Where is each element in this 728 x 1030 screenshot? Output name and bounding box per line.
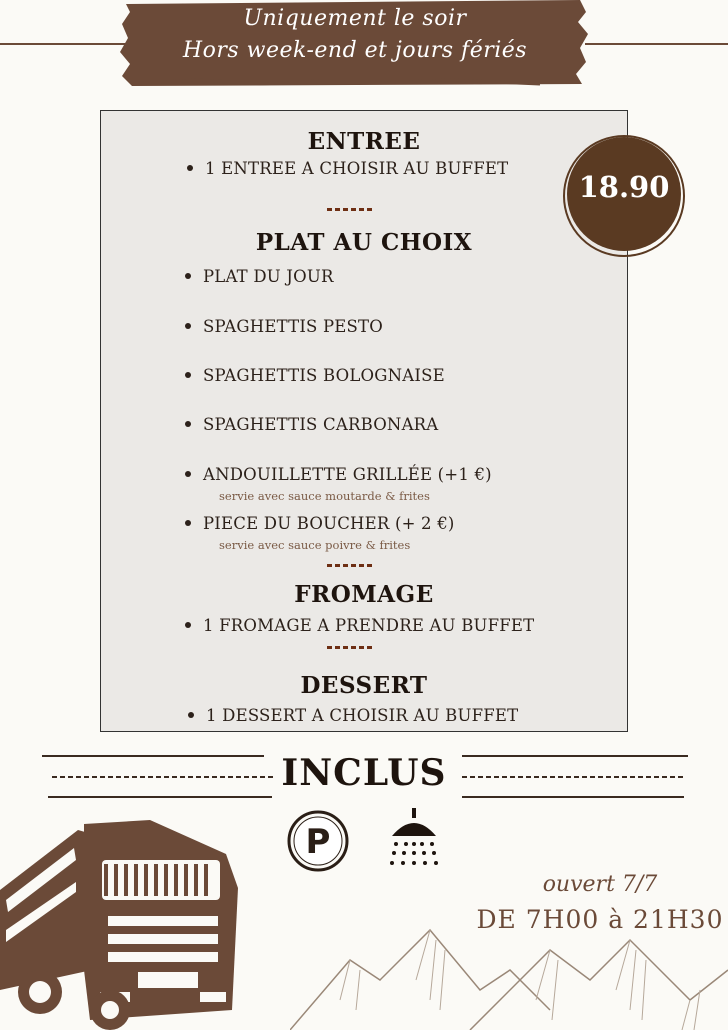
- price-value: 18.90: [578, 170, 670, 204]
- svg-text:P: P: [305, 822, 331, 862]
- section-title-dessert: DESSERT: [300, 672, 428, 699]
- banner-left-line: [0, 43, 130, 45]
- inclus-rule-left-top: [42, 755, 264, 757]
- bullet-icon: [185, 622, 191, 628]
- section-title-fromage: FROMAGE: [294, 581, 434, 608]
- opening-days: ouvert 7/7: [542, 872, 658, 897]
- plat-item-5-note: servie avec sauce moutarde & frites: [219, 489, 430, 503]
- inclus-title: INCLUS: [281, 752, 447, 794]
- plat-item-1: PLAT DU JOUR: [185, 267, 334, 286]
- plat-item-6-note: servie avec sauce poivre & frites: [219, 538, 411, 552]
- bullet-icon: [185, 372, 191, 378]
- separator: [327, 646, 373, 649]
- parking-icon: [287, 810, 349, 872]
- plat-item-2: SPAGHETTIS PESTO: [185, 317, 383, 336]
- banner-line-2: Hors week-end et jours fériés: [182, 38, 528, 63]
- plat-item-6: PIECE DU BOUCHER (+ 2 €): [185, 514, 455, 533]
- inclus-rule-right-top: [462, 755, 688, 757]
- inclus-rule-left-bottom: [48, 796, 272, 798]
- mountain-illustration: [290, 920, 728, 1030]
- section-title-plat: PLAT AU CHOIX: [255, 229, 473, 256]
- bullet-icon: [185, 323, 191, 329]
- bullet-icon: [188, 712, 194, 718]
- bullet-icon: [185, 273, 191, 279]
- separator: [327, 564, 373, 567]
- opening-hours: DE 7H00 à 21H30: [476, 905, 724, 934]
- banner-line-1: Uniquement le soir: [243, 6, 467, 31]
- bullet-icon: [185, 471, 191, 477]
- separator: [327, 208, 373, 211]
- plat-item-4: SPAGHETTIS CARBONARA: [185, 415, 438, 434]
- section-title-entree: ENTREE: [307, 128, 421, 155]
- bullet-icon: [185, 421, 191, 427]
- inclus-dash-right: [462, 776, 684, 778]
- dessert-item: 1 DESSERT A CHOISIR AU BUFFET: [188, 706, 518, 725]
- bullet-icon: [185, 520, 191, 526]
- inclus-rule-right-bottom: [462, 796, 684, 798]
- inclus-dash-left: [52, 776, 274, 778]
- plat-item-5: ANDOUILLETTE GRILLÉE (+1 €): [185, 465, 492, 484]
- fromage-item: 1 FROMAGE A PRENDRE AU BUFFET: [185, 616, 534, 635]
- entree-item: 1 ENTREE A CHOISIR AU BUFFET: [187, 159, 508, 178]
- truck-illustration: [0, 820, 260, 1030]
- banner-right-line: [585, 43, 728, 45]
- shower-icon: [384, 806, 444, 872]
- plat-item-3: SPAGHETTIS BOLOGNAISE: [185, 366, 445, 385]
- bullet-icon: [187, 165, 193, 171]
